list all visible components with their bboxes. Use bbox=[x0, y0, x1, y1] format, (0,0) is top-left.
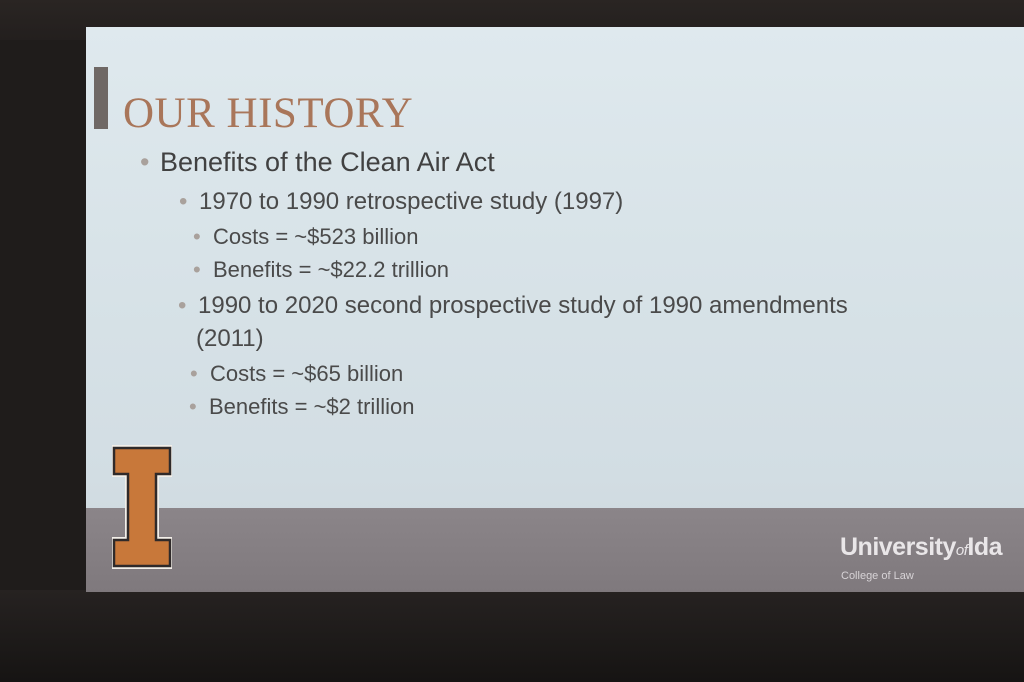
bullet-dot: • bbox=[179, 188, 188, 215]
title-accent-bar bbox=[94, 67, 108, 129]
bullet-text: Costs = ~$523 billion bbox=[213, 224, 419, 249]
bullet-benefits-1 bbox=[193, 257, 450, 283]
bullet-text: 1970 to 1990 retrospective study (1997) bbox=[199, 188, 624, 215]
bullet-text: Benefits of the Clean Air Act bbox=[160, 147, 495, 177]
bullet-dot: • bbox=[190, 361, 198, 386]
university-wordmark-main: University bbox=[840, 533, 956, 561]
bullet-dot: • bbox=[178, 292, 187, 319]
bullet-text: Benefits = ~$2 trillion bbox=[209, 394, 415, 419]
bullet-benefits-2 bbox=[189, 394, 415, 420]
block-i-logo-icon bbox=[112, 444, 172, 570]
projection-room-floor bbox=[0, 590, 1024, 682]
bullet-prospective-study-year bbox=[196, 325, 264, 353]
bullet-dot: • bbox=[189, 394, 197, 419]
bullet-dot: • bbox=[193, 224, 201, 249]
slide-title: OUR HISTORY bbox=[123, 90, 414, 137]
bullet-costs-2 bbox=[190, 361, 404, 387]
presentation-slide bbox=[86, 27, 1024, 592]
college-label: College of Law bbox=[841, 570, 914, 582]
bullet-text: (2011) bbox=[196, 325, 264, 352]
bullet-prospective-study bbox=[178, 292, 848, 320]
bullet-text: Benefits = ~$22.2 trillion bbox=[213, 257, 450, 282]
bullet-clean-air-act bbox=[140, 147, 495, 178]
bullet-dot: • bbox=[193, 257, 201, 282]
university-wordmark-rest: Ida bbox=[967, 533, 1003, 561]
bullet-text: Costs = ~$65 billion bbox=[210, 361, 404, 386]
bullet-dot: • bbox=[140, 147, 150, 177]
university-wordmark-of: of bbox=[955, 542, 968, 559]
university-wordmark bbox=[840, 533, 1002, 562]
bullet-costs-1 bbox=[193, 224, 419, 250]
bullet-retrospective-study bbox=[179, 188, 624, 216]
bullet-text: 1990 to 2020 second prospective study of 1990 amendments bbox=[198, 292, 848, 319]
